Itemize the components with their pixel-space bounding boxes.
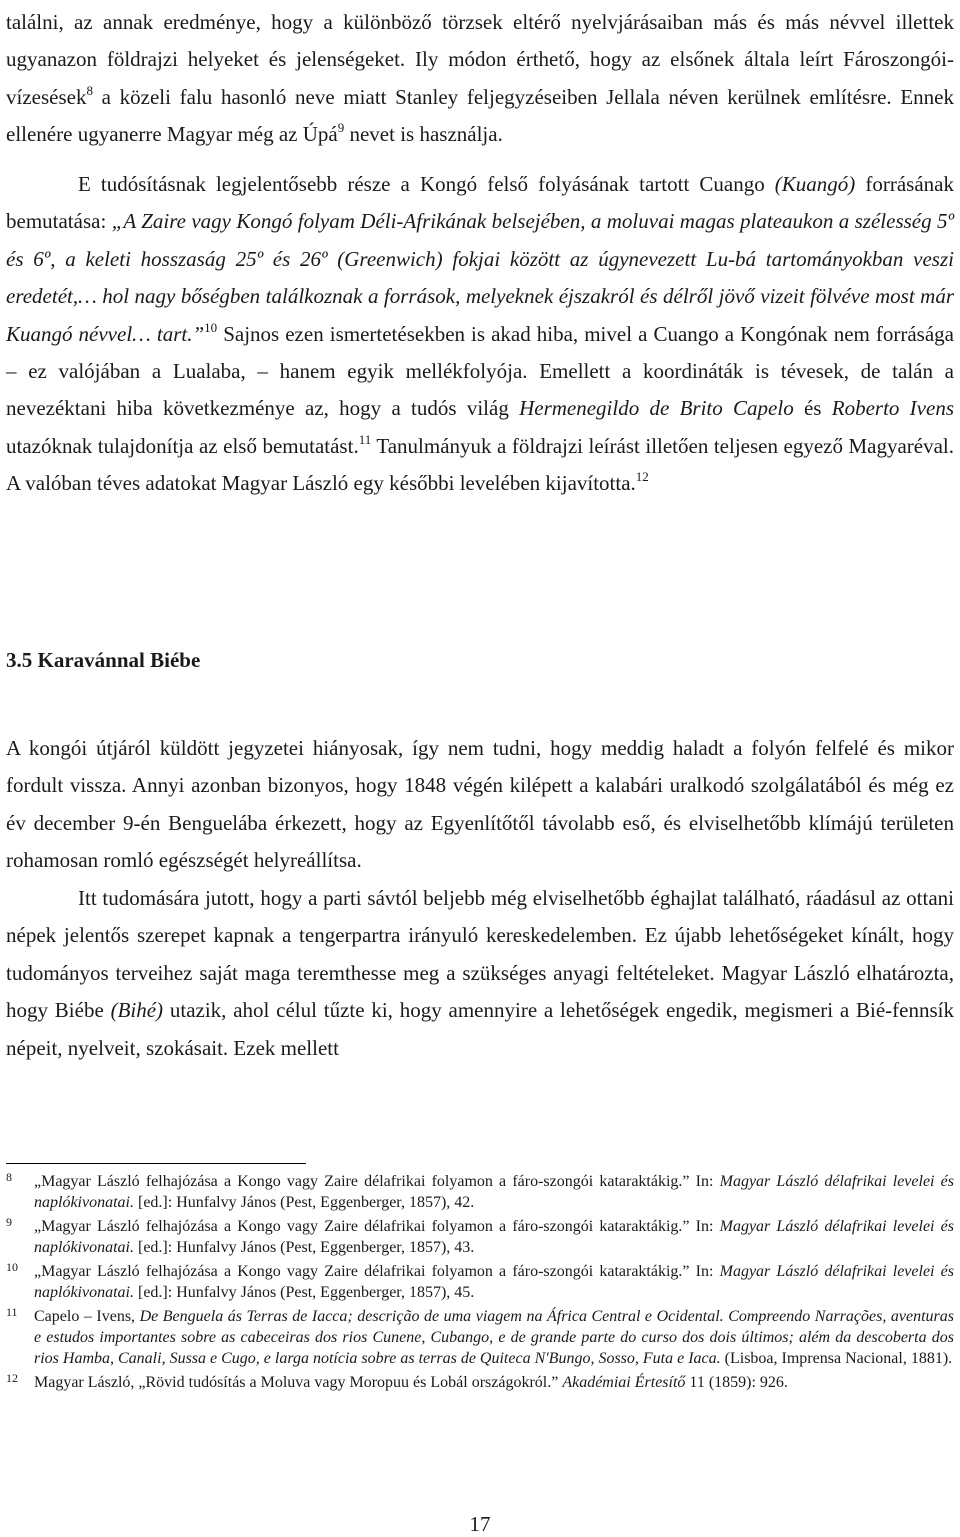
footnote-text: [ed.]: Hunfalvy János (Pest, Eggenberger, 1857), 43. (133, 1239, 475, 1256)
paragraph-4 (6, 880, 954, 1067)
paragraph-2 (6, 166, 954, 503)
footnote-11 (6, 1306, 954, 1369)
footnote-12 (6, 1372, 954, 1393)
footnote-ref-9[interactable]: 9 (337, 120, 345, 136)
footnote-text: „Magyar László felhajózása a Kongo vagy Zaire délafrikai folyamon a fáro-szongói kataraktákig.” In: (34, 1173, 720, 1190)
emphasis-text: (Kuangó) (774, 172, 856, 196)
person-name: Roberto Ivens (831, 396, 954, 421)
footnote-number: 11 (6, 1305, 18, 1319)
footnote-ref-8[interactable]: 8 (86, 82, 93, 98)
paragraph-text: utazóknak tulajdonítja az első bemutatást. (6, 433, 359, 458)
paragraph-text: Tanulmányuk a földrajzi leírást illetően teljesen egyező Magyaréval. A valóban téves adatokat Magyar László egy későbbi levelében kijavította. (6, 433, 955, 496)
footnote-text: „Magyar László felhajózása a Kongo vagy Zaire délafrikai folyamon a fáro-szongói kataraktákig.” In: (34, 1263, 720, 1280)
paragraph-text: nevet is használja. (344, 122, 503, 147)
footnote-number: 8 (6, 1170, 12, 1184)
paragraph-text: találni, az annak eredménye, hogy a különböző törzsek eltérő nyelvjárásaiban más és más névvel illettek ugyanazon földrajzi helyeket és jelenségeket. Ily módon érthető, hogy az elsőnek általa leírt Fároszongói-vízesések (6, 10, 954, 109)
footnote-ref-11[interactable]: 11 (358, 431, 372, 447)
footnote-8 (6, 1171, 954, 1213)
footnote-text: [ed.]: Hunfalvy János (Pest, Eggenberger, 1857), 42. (133, 1194, 475, 1211)
footnote-text: [ed.]: Hunfalvy János (Pest, Eggenberger, 1857), 45. (133, 1284, 475, 1301)
paragraph-1 (6, 4, 954, 154)
footnote-title: Magyar László délafrikai levelei és naplókivonatai. (34, 1263, 954, 1301)
footnote-text: Magyar László, „Rövid tudósítás a Moluva vagy Moropuu és Lobál országokról.” (34, 1374, 563, 1391)
footnote-title: Magyar László délafrikai levelei és naplókivonatai. (34, 1173, 954, 1211)
footnote-title: Akadémiai Értesítő (562, 1374, 686, 1391)
footnote-text: Capelo – Ivens, (34, 1308, 140, 1325)
paragraph-text: Itt tudomására jutott, hogy a parti sávtól beljebb még elviselhetőbb éghajlat található, ráadásul az ottani népek jelentős szerepet kapnak a tengerpartra irányuló kereskedelemben. Ez újabb lehetőségeket kínált, hogy tudományos terveihez saját maga teremthesse meg a szükséges anyagi feltételeket. Magyar László elhatározta, hogy Biébe (6, 886, 954, 1023)
emphasis-text: (Bihé) (110, 998, 164, 1023)
footnote-text: „Magyar László felhajózása a Kongo vagy Zaire délafrikai folyamon a fáro-szongói kataraktákig.” In: (34, 1218, 720, 1235)
footnote-title: Magyar László délafrikai levelei és naplókivonatai. (34, 1218, 954, 1256)
footnote-text: (Lisboa, Imprensa Nacional, 1881). (720, 1350, 953, 1367)
paragraph-text: E tudósításnak legjelentősebb része a Kongó felső folyásának tartott Cuango (78, 172, 775, 196)
paragraph-text: forrásának bemutatása: (6, 172, 954, 234)
footnote-title: De Benguela ás Terras de Iacca; descrição de uma viagem na África Central e Ocidental. Compreendo Narrações, aventuras e estudos importantes sobre as cabeceiras dos rios Cunene, Cubango, e de grande parte do curso dos dois últimos; além da descoberta dos rios Hamba, Canali, Sussa e Cugo, e larga notícia sobre as terras de Quiteca N'Bungo, Sosso, Futa e Iaca. (34, 1308, 954, 1367)
footnote-number: 12 (6, 1371, 18, 1385)
paragraph-text: utazik, ahol célul tűzte ki, hogy amennyire a lehetőségek engedik, megismeri a Bié-fennsík népeit, nyelveit, szokásait. Ezek mellett (6, 998, 954, 1060)
footnote-ref-12[interactable]: 12 (635, 469, 649, 485)
footnote-ref-10[interactable]: 10 (204, 319, 218, 335)
section-heading: 3.5 Karavánnal Biébe (6, 648, 201, 672)
footnotes (6, 1171, 954, 1396)
footnote-separator (6, 1163, 306, 1164)
paragraph-text: Sajnos ezen ismertetésekben is akad hiba, mivel a Cuango a Kongónak nem forrásága – ez valójában a Lualaba, – hanem egyik mellékfolyója. Emellett a koordináták is tévesek, de talán a nevezéktani hiba következménye az, hogy a tudós világ (6, 321, 954, 421)
paragraph-text: és (793, 396, 832, 421)
person-name: Hermenegildo de Brito Capelo (519, 396, 794, 421)
page-number: 17 (469, 1512, 491, 1536)
footnote-text: 11 (1859): 926. (685, 1374, 788, 1391)
paragraph-3: A kongói útjáról küldött jegyzetei hiányosak, így nem tudni, hogy meddig haladt a folyón felfelé és mikor fordult vissza. Annyi azonban bizonyos, hogy 1848 végén kilépett a kalabári uralkodó szolgálatából és még ez év december 9-én Benguelába érkezett, hogy az Egyenlítőtől távolabb eső, és elviselhetőbb klímájú területen rohamosan romló egészségét helyreállítsa. (6, 736, 954, 873)
footnote-10 (6, 1261, 954, 1303)
paragraph-text: a közeli falu hasonló neve miatt Stanley feljegyzéseiben Jellala néven kerülnek említésre. Ennek ellenére ugyanerre Magyar még az Úpá (6, 84, 954, 147)
footnote-number: 10 (6, 1260, 18, 1274)
footnote-number: 9 (6, 1215, 12, 1229)
quotation: „A Zaire vagy Kongó folyam Déli-Afrikának belsejében, a moluvai magas plateaukon a szélesség 5º és 6º, a keleti hosszaság 25º és 26º (Greenwich) fokjai között az úgynevezett Lu-bá tartományokban veszi eredetét,… hol nagy bőségben találkoznak a források, melyeknek éjszakról és délről jövő vizeit fölvéve most már Kuangó névvel… tart.” (6, 209, 955, 346)
footnote-9 (6, 1216, 954, 1258)
